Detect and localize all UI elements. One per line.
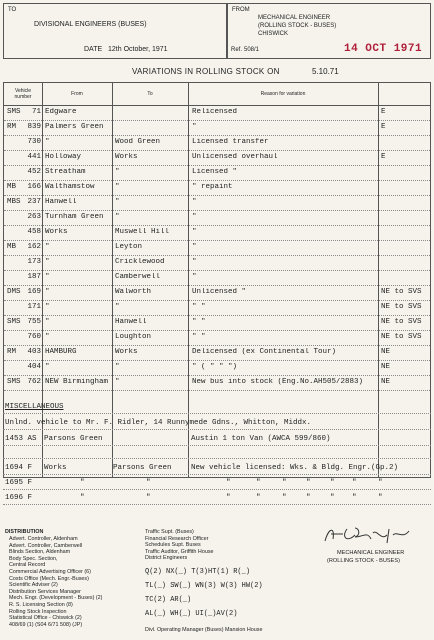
distribution-item: Divl. Operating Manager (Buses) Mansion House	[145, 627, 263, 633]
cell-reason: "	[192, 258, 197, 266]
cell-from: "	[45, 303, 50, 311]
ditto-mark: "	[226, 494, 231, 502]
ditto-mark: "	[80, 479, 85, 487]
cell-reason: "	[192, 228, 197, 236]
cell-num: 730	[27, 138, 41, 146]
cell-num: 173	[27, 258, 41, 266]
distribution-item: Blinds Section, Aldenham	[9, 549, 71, 556]
row-rule	[3, 458, 431, 459]
from-line-1: MECHANICAL ENGINEER	[258, 15, 331, 21]
table-row	[4, 135, 430, 151]
cell-prefix: RM	[7, 123, 17, 131]
cell-reason: " "	[192, 333, 206, 341]
cell-from: HAMBURG	[45, 348, 77, 356]
distribution-footer	[3, 525, 431, 635]
signature	[321, 525, 411, 547]
cell-to: "	[115, 168, 120, 176]
row-rule	[3, 429, 431, 430]
table-row	[4, 255, 430, 271]
cell-flag: NE to SVS	[381, 288, 422, 296]
table-row	[4, 120, 430, 136]
misc-vehicle-1694: 1694 F	[5, 464, 33, 472]
signatory-title-1: MECHANICAL ENGINEER	[337, 550, 405, 556]
cell-to: Works	[115, 348, 138, 356]
cell-prefix: SMS	[7, 318, 21, 326]
cell-from: Works	[45, 228, 68, 236]
cell-reason: "	[192, 213, 197, 221]
ditto-mark: "	[256, 479, 261, 487]
table-row	[4, 300, 430, 316]
ditto-mark: "	[352, 494, 357, 502]
cell-from: NEW Birmingham	[45, 378, 109, 386]
distribution-item: Traffic Supt. (Buses)	[145, 529, 194, 535]
from-box	[227, 3, 431, 59]
col-head-from: From	[71, 91, 83, 97]
distribution-item: R. S. Licensing Section (8)	[9, 602, 73, 608]
cell-to: Walworth	[115, 288, 152, 296]
cell-flag: NE to SVS	[381, 333, 422, 341]
distribution-item: Schedules Supt. Buses	[145, 542, 201, 549]
cell-num: 441	[27, 153, 41, 161]
table-row	[4, 330, 430, 346]
cell-reason: "	[192, 123, 197, 131]
table-row	[4, 180, 430, 196]
cell-to: Loughton	[115, 333, 152, 341]
cell-reason: Unlicensed "	[192, 288, 247, 296]
cell-from: Palmers Green	[45, 123, 104, 131]
distribution-item: Financial Research Officer	[145, 535, 209, 542]
cell-reason: " repaint	[192, 183, 233, 191]
table-row	[4, 165, 430, 181]
cell-num: 187	[27, 273, 41, 281]
cell-flag: NE	[381, 363, 391, 371]
ditto-mark: "	[306, 479, 311, 487]
cell-to: Wood Green	[115, 138, 161, 146]
cell-reason: "	[192, 198, 197, 206]
cell-to: Muswell Hill	[115, 228, 170, 236]
cell-reason: Licensed transfer	[192, 138, 269, 146]
distribution-item: Advert. Controller, Aldenham	[9, 536, 78, 542]
distribution-item: Central Record	[9, 562, 46, 569]
ditto-mark: "	[256, 494, 261, 502]
ditto-mark: "	[146, 494, 151, 502]
ditto-mark: "	[378, 494, 383, 502]
cell-num: 237	[27, 198, 41, 206]
signatory-title-2: (ROLLING STOCK - BUSES)	[327, 558, 400, 564]
ref-value: 508/1	[244, 47, 260, 53]
row-rule	[3, 413, 431, 414]
cell-flag: E	[381, 153, 386, 161]
cell-to: "	[115, 303, 120, 311]
table-row	[4, 240, 430, 256]
distribution-item: Body Spec. Section,	[9, 555, 58, 562]
table-row	[4, 225, 430, 241]
misc-heading: MISCELLANEOUS	[5, 403, 64, 411]
cell-from: Holloway	[45, 153, 82, 161]
row-rule	[3, 445, 431, 446]
cell-from: Streatham	[45, 168, 86, 176]
cell-flag: E	[381, 123, 386, 131]
cell-to: "	[115, 198, 120, 206]
cell-to: "	[115, 183, 120, 191]
ditto-mark: "	[330, 479, 335, 487]
ditto-mark: "	[330, 494, 335, 502]
cell-num: 171	[27, 303, 41, 311]
misc-reason-1453: Austin 1 ton Van (AWCA 599/860)	[191, 435, 331, 443]
misc-vehicle-1453: 1453 AS	[5, 435, 37, 443]
cell-reason: Delicensed (ex Continental Tour)	[192, 348, 337, 356]
table-row	[4, 375, 430, 391]
cell-num: 166	[27, 183, 41, 191]
cell-flag: NE	[381, 378, 391, 386]
cell-prefix: SMS	[7, 108, 21, 116]
cell-from: Edgware	[45, 108, 77, 116]
cell-num: 169	[27, 288, 41, 296]
cell-reason: New bus into stock (Eng.No.AH505/2883)	[192, 378, 364, 386]
misc-line-1: Unlnd. vehicle to Mr. F. Ridler, 14 Runnymede Gdns., Whitton, Middx.	[5, 419, 312, 427]
table-row	[4, 105, 430, 121]
distribution-item: Advert. Controller, Camberwell	[9, 542, 83, 549]
cell-from: "	[45, 318, 50, 326]
distribution-item: AL(_) WH(_) UI(_)AV(2)	[145, 610, 238, 618]
cell-num: 458	[27, 228, 41, 236]
distribution-item: 408/69 (1) (S04 6/71 508) (JP)	[9, 621, 83, 628]
ditto-mark: "	[352, 479, 357, 487]
cell-reason: " "	[192, 318, 206, 326]
from-line-2: (ROLLING STOCK - BUSES)	[258, 23, 337, 29]
col-head-reason: Reason for variation	[260, 91, 306, 97]
cell-to: Hanwell	[115, 318, 147, 326]
ditto-mark: "	[282, 479, 287, 487]
cell-flag: NE	[381, 348, 391, 356]
to-value: DIVISIONAL ENGINEERS (BUSES)	[34, 21, 147, 28]
distribution-item: TC(2) AR(_)	[145, 596, 192, 604]
cell-to: "	[115, 363, 120, 371]
distribution-item: Distribution Services Manager	[9, 588, 81, 595]
table-row	[4, 270, 430, 286]
cell-prefix: SMS	[7, 378, 21, 386]
sheet-title: VARIATIONS IN ROLLING STOCK ON	[132, 67, 280, 76]
date-value: 12th October, 1971	[108, 46, 168, 53]
cell-from: Turnham Green	[45, 213, 104, 221]
distribution-heading: DISTRIBUTION	[5, 529, 44, 535]
cell-flag: NE to SVS	[381, 303, 422, 311]
cell-prefix: MB	[7, 243, 17, 251]
table-row	[4, 150, 430, 166]
date-stamp: 14 OCT 1971	[344, 43, 423, 55]
distribution-item: Statistical Office - Chiswick (2)	[9, 615, 82, 622]
row-rule	[3, 474, 431, 475]
distribution-item: Traffic Auditor, Griffith House	[145, 548, 214, 555]
cell-num: 760	[27, 333, 41, 341]
cell-from: "	[45, 363, 50, 371]
cell-from: "	[45, 333, 50, 341]
distribution-item: Commercial Advertising Officer (6)	[9, 569, 91, 575]
cell-prefix: MBS	[7, 198, 21, 206]
cell-num: 452	[27, 168, 41, 176]
to-box	[3, 3, 227, 59]
cell-prefix: RM	[7, 348, 17, 356]
cell-to: Works	[115, 153, 138, 161]
cell-from: "	[45, 138, 50, 146]
distribution-item: Q(2) NX(_) T(3)HT(1) R(_)	[145, 568, 251, 576]
cell-from: Hanwell	[45, 198, 77, 206]
cell-from: Walthamstow	[45, 183, 95, 191]
table-row	[4, 285, 430, 301]
misc-reason-1694: New vehicle licensed: Wks. & Bldg. Engr.(Gp.2)	[191, 464, 399, 472]
cell-reason: Unlicensed overhaul	[192, 153, 278, 161]
cell-flag: NE to SVS	[381, 318, 422, 326]
ref-label: Ref.	[231, 47, 243, 53]
distribution-item: District Engineers	[145, 555, 188, 562]
cell-prefix: DMS	[7, 288, 21, 296]
cell-reason: " "	[192, 303, 206, 311]
distribution-item: TL(_) SW(_) WN(3) W(3) HW(2)	[145, 582, 263, 590]
table-row	[4, 195, 430, 211]
ditto-mark: "	[306, 494, 311, 502]
cell-num: 839	[27, 123, 41, 131]
to-label: TO	[8, 7, 17, 13]
ditto-mark: "	[80, 494, 85, 502]
misc-vehicle-1695: 1695 F	[5, 479, 33, 487]
cell-prefix: MB	[7, 183, 17, 191]
distribution-item: Mech. Engr. (Development - Buses) (2)	[9, 595, 103, 602]
col-head-to: To	[147, 91, 153, 97]
date-label: DATE	[84, 46, 103, 53]
ditto-mark: "	[378, 479, 383, 487]
cell-num: 263	[27, 213, 41, 221]
cell-from: "	[45, 288, 50, 296]
cell-num: 755	[27, 318, 41, 326]
cell-to: "	[115, 213, 120, 221]
distribution-item: Scientific Adviser (2)	[9, 582, 58, 589]
cell-reason: " ( " " ")	[192, 363, 238, 371]
cell-from: "	[45, 258, 50, 266]
cell-to: Leyton	[115, 243, 143, 251]
cell-reason: Licensed "	[192, 168, 238, 176]
row-rule	[3, 489, 431, 490]
ditto-mark: "	[282, 494, 287, 502]
cell-to: Camberwell	[115, 273, 161, 281]
cell-num: 403	[27, 348, 41, 356]
cell-num: 71	[31, 108, 41, 116]
col-head-vehicle: Vehicle number	[14, 88, 32, 100]
cell-reason: "	[192, 243, 197, 251]
cell-num: 404	[27, 363, 41, 371]
cell-flag: E	[381, 108, 386, 116]
ditto-mark: "	[146, 479, 151, 487]
table-row	[4, 360, 430, 376]
cell-reason: Relicensed	[192, 108, 238, 116]
table-row	[4, 315, 430, 331]
cell-to: Cricklewood	[115, 258, 165, 266]
from-label: FROM	[232, 7, 250, 13]
misc-from-1694: Works	[44, 464, 67, 472]
table-row	[4, 345, 430, 361]
sheet-title-date: 5.10.71	[312, 67, 339, 76]
cell-num: 162	[27, 243, 41, 251]
ditto-mark: "	[226, 479, 231, 487]
cell-from: "	[45, 243, 50, 251]
cell-num: 762	[27, 378, 41, 386]
distribution-item: Costs Office (Mech. Engr.-Buses)	[9, 575, 89, 582]
misc-to-1694: Parsons Green	[113, 464, 172, 472]
distribution-item: Rolling Stock Inspection	[9, 608, 67, 615]
row-rule	[3, 504, 431, 505]
table-header	[4, 83, 430, 106]
misc-from-1453: Parsons Green	[44, 435, 103, 443]
cell-from: "	[45, 273, 50, 281]
cell-to: "	[115, 378, 120, 386]
from-line-3: CHISWICK	[258, 31, 288, 37]
cell-reason: "	[192, 273, 197, 281]
table-row	[4, 210, 430, 226]
misc-vehicle-1696: 1696 F	[5, 494, 33, 502]
